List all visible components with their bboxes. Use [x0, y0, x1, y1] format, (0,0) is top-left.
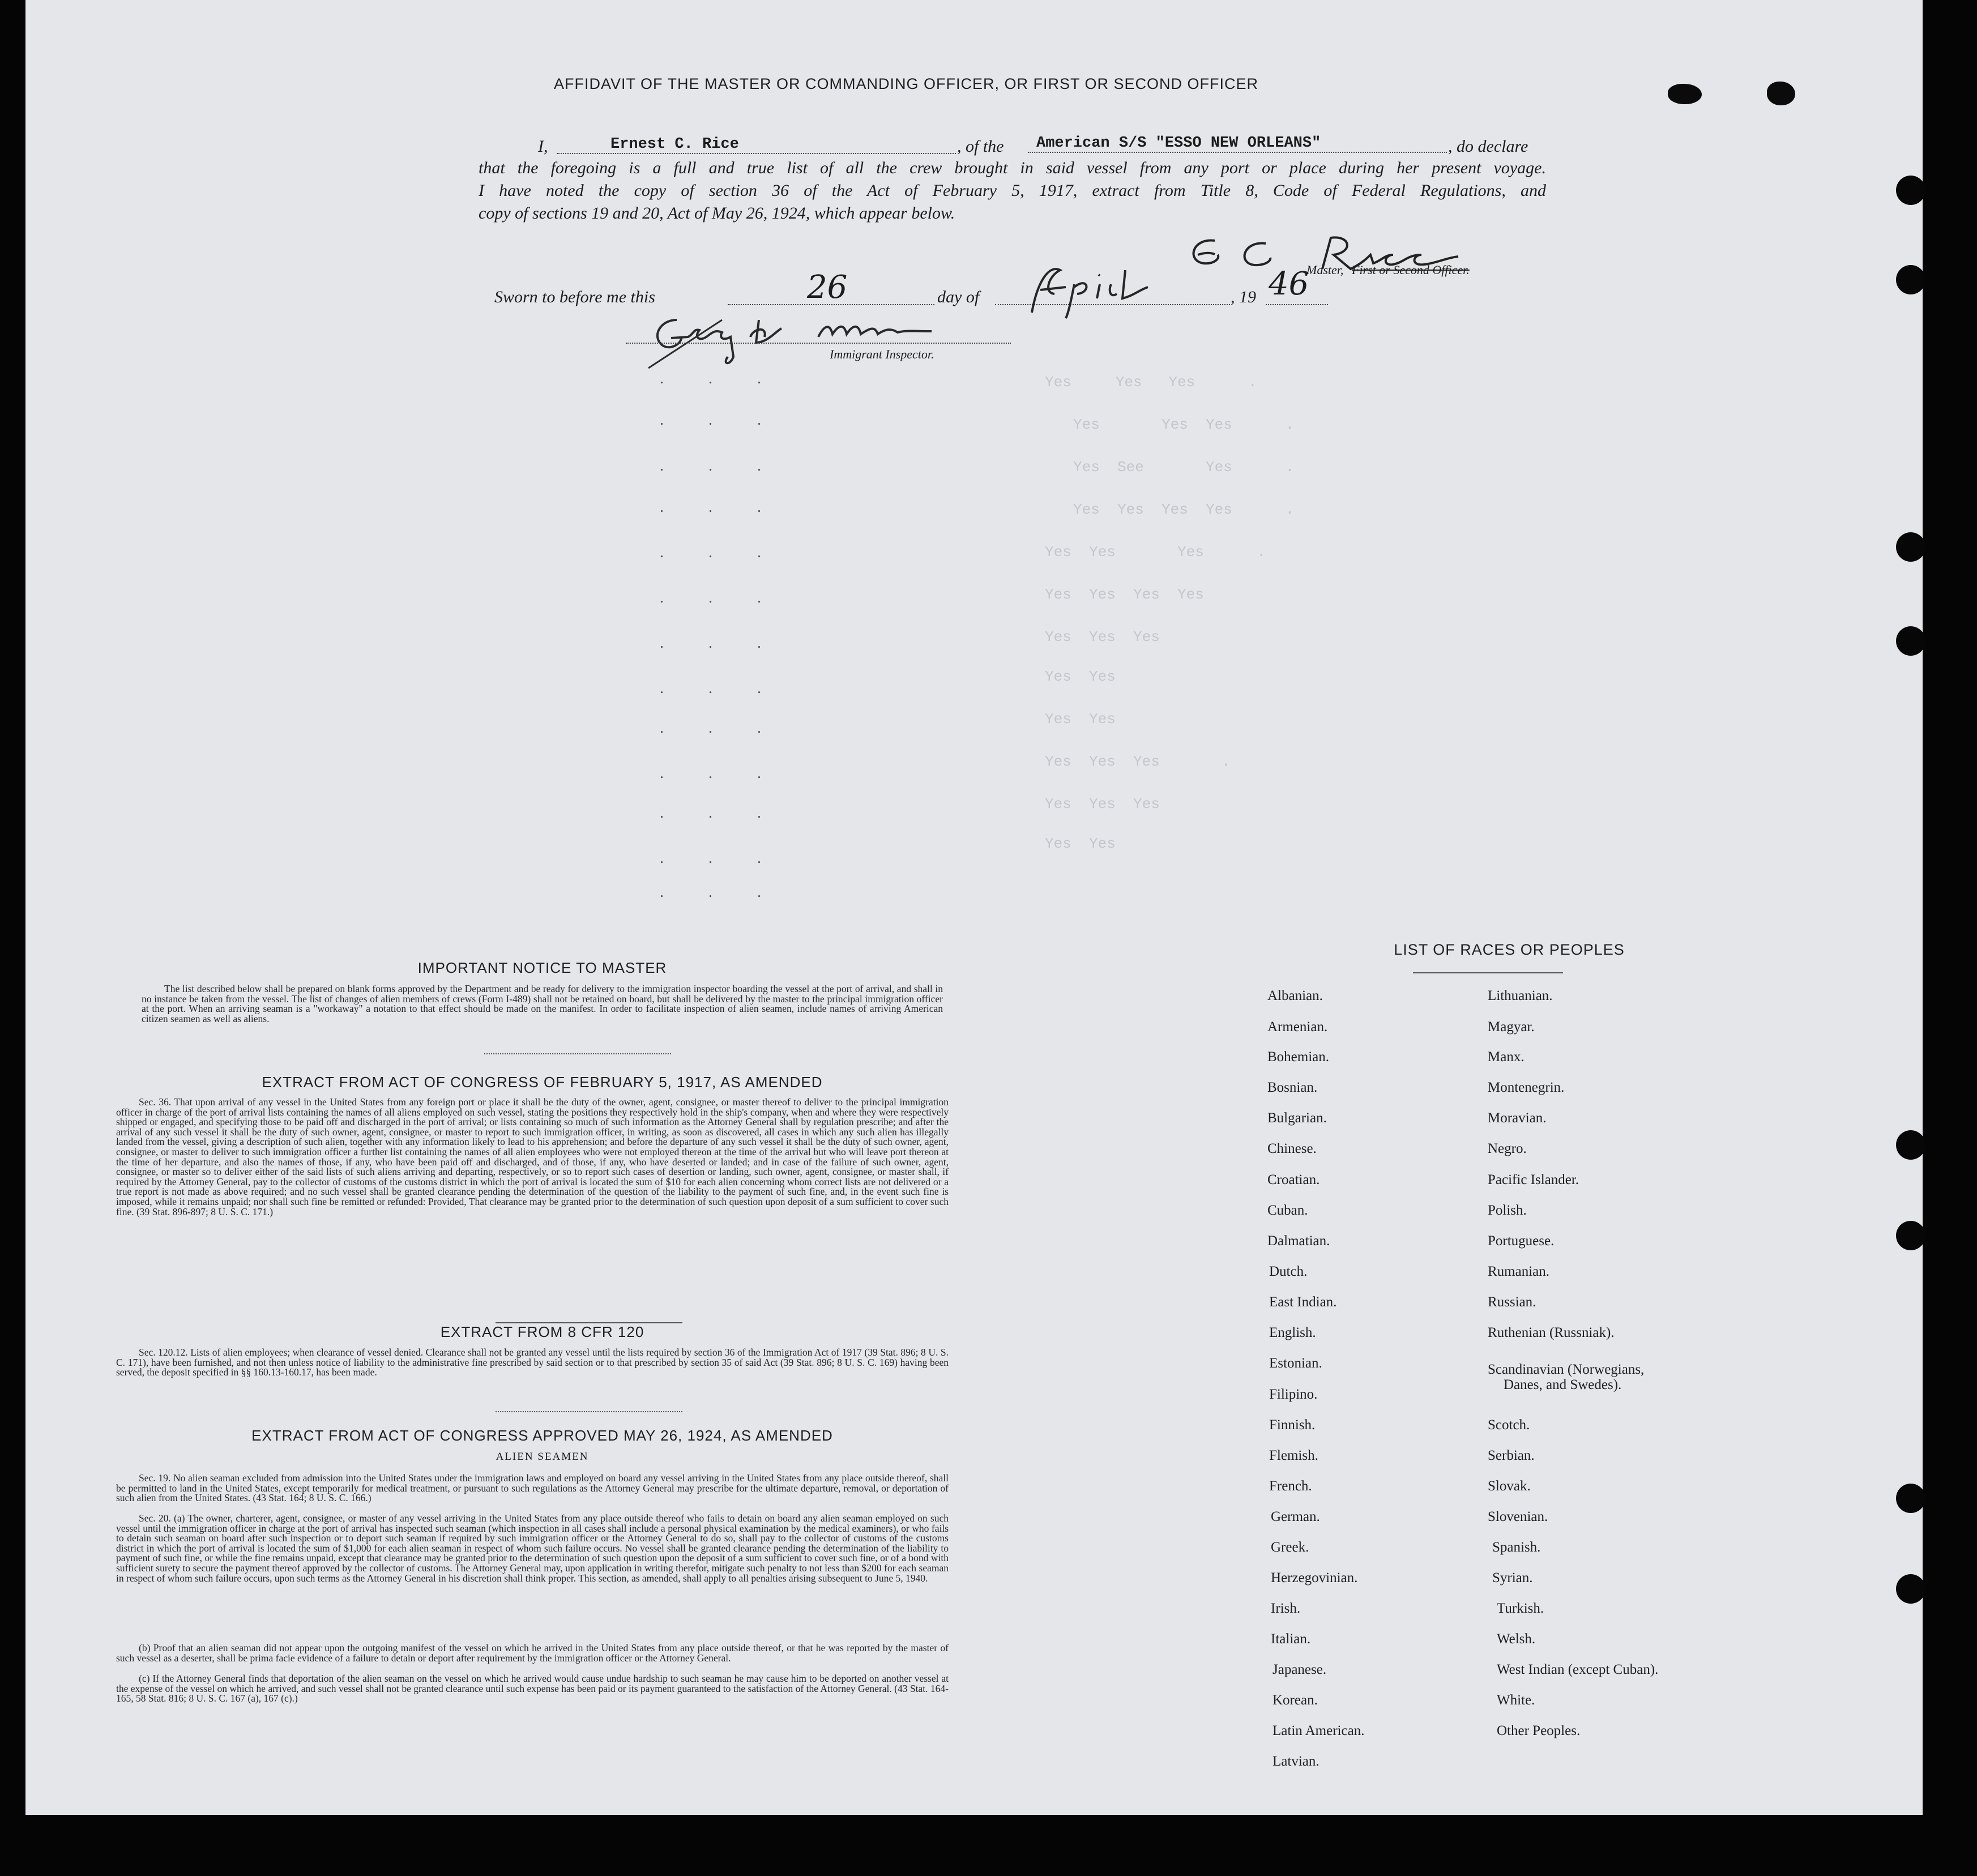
struck-officer-label: First or Second Officer. — [1352, 263, 1470, 277]
race-item: Irish. — [1271, 1601, 1301, 1616]
officer-name-field[interactable]: Ernest C. Rice — [557, 136, 956, 154]
extract-1924-title: EXTRACT FROM ACT OF CONGRESS APPROVED MAY 26, 1924, AS AMENDED — [251, 1427, 833, 1444]
race-item: Welsh. — [1497, 1631, 1536, 1647]
race-item: Flemish. — [1269, 1448, 1318, 1463]
punch-hole — [1896, 1221, 1925, 1250]
race-item: Armenian. — [1267, 1019, 1328, 1035]
race-item: Bohemian. — [1267, 1049, 1330, 1065]
declare-prefix: I, — [538, 137, 548, 156]
vessel-name-field[interactable]: American S/S "ESSO NEW ORLEANS" — [1028, 135, 1447, 153]
race-item: Dalmatian. — [1267, 1233, 1330, 1249]
race-item: Latin American. — [1273, 1723, 1365, 1738]
extract-1917-title: EXTRACT FROM ACT OF CONGRESS OF FEBRUARY 5, 1917, AS AMENDED — [262, 1074, 823, 1091]
race-item: Montenegrin. — [1488, 1080, 1565, 1095]
race-item: French. — [1269, 1478, 1312, 1494]
race-item: Rumanian. — [1488, 1264, 1550, 1279]
race-item: Italian. — [1271, 1631, 1311, 1647]
race-item: Scotch. — [1488, 1417, 1530, 1433]
race-item: Serbian. — [1488, 1448, 1535, 1463]
sworn-year-value: 46 — [1269, 266, 1309, 302]
day-of-label: day of — [937, 288, 980, 306]
race-item: Russian. — [1488, 1294, 1536, 1310]
cfr-title: EXTRACT FROM 8 CFR 120 — [440, 1323, 644, 1340]
race-item: Bulgarian. — [1267, 1110, 1327, 1126]
sworn-day-field[interactable] — [728, 269, 934, 305]
affidavit-line-2: I have noted the copy of section 36 of the Act of February 5, 1917, extract from Title 8, Code of Federal Regulations, and — [479, 181, 1546, 200]
extract-1917-text: Sec. 36. That upon arrival of any vessel in the United States from any foreign port or place it shall be the duty of the owner, agent, consignee, or master thereof to deliver to the principal immigration officer in charge of the port of arrival lists containing the names of all aliens employed on such vessel, stating the positions they respectively hold in the ship's company, when and where they were respectively shipped or engaged, and specifying those to be paid off and discharged in the port of arrival; or lists containing so much of such information as the Attorney General shall by regulation prescribe; and after the arrival of any such vessel it shall be the duty of such owner, agent, consignee, or master to report to such immigration officer, in writing, as soon as discovered, all cases in which any such alien has illegally landed from the vessel, giving a description of such alien, together with any information likely to lead to his apprehension; and before the departure of any such vessel it shall be the duty of such owner, agent, consignee, or master to deliver to such immigration officer a further list containing the names of all alien employees who were not employed thereon at the time of the arrival but who will leave port thereon at the time of her departure, and also the names of those, if any, who have been paid off and discharged, and of those, if any, who have deserted or landed; and in case of the failure of such owner, agent, consignee, or master so to deliver either of the said lists of such aliens arriving and departing, respectively, or so to report such cases of desertion or landing, such owner, agent, consignee, or master shall, if required by the Attorney General, pay to the collector of customs of the customs district in which the port of arrival is located the sum of $10 for each alien concerning whom correct lists are not delivered or a true report is not made as above required; and no such vessel shall be granted clearance pending the determination of the question of the liability to the payment of such fine, and, in the event such fine is imposed, while it remains unpaid; nor shall such fine be remitted or refunded: Provided, That clearance may be granted prior to the determination of such question upon deposit of a sum sufficient to cover such fine. (39 Stat. 896-897; 8 U. S. C. 171.) — [116, 1096, 949, 1217]
punch-hole — [1896, 1130, 1925, 1160]
race-item: Croatian. — [1267, 1172, 1320, 1187]
sec-20a-text: Sec. 20. (a) The owner, charterer, agent, consignee, or master of any vessel arriving in the United States from any place outside thereof who fails to detain on board any alien seaman employed on such vessel until the immigration officer in charge at the port of arrival has inspected such seaman (which inspection in all cases shall include a personal physical examination by the medical examiners), or who fails to detain such seaman on board after such inspection or to deport such seaman if required by such immigration officer or the Attorney General to do so, shall pay to the collector of customs of the customs district in which the port of arrival is located the sum of $1,000 for each alien seaman in respect of whom such failure occurs. No vessel shall be granted clearance pending the determination of the liability to payment of such fine, or while the fine remains unpaid, except that clearance may be granted prior to the determination of such question upon the deposit of a sum sufficient to cover such fine, or of a bond with sufficient surety to secure the payment thereof approved by the collector of customs. The Attorney General may, upon application in writing therefor, mitigate such penalty to not less than $200 for each seaman in respect of whom such failure occurs, upon such terms as the Attorney General in his discretion shall think proper. This section, as amended, shall apply to all penalties arising subsequent to June 5, 1940. — [116, 1512, 949, 1584]
race-item: Latvian. — [1273, 1754, 1320, 1769]
race-item: Japanese. — [1273, 1662, 1327, 1677]
race-item: Korean. — [1273, 1693, 1318, 1708]
race-item: West Indian (except Cuban). — [1497, 1662, 1659, 1677]
affidavit-line-1: that the foregoing is a full and true list of all the crew brought in said vessel from any port or place during her present voyage. — [479, 159, 1546, 177]
race-item: Chinese. — [1267, 1141, 1317, 1156]
race-item: Greek. — [1271, 1540, 1309, 1555]
race-item: German. — [1271, 1509, 1320, 1524]
year-prefix: , 19 — [1231, 288, 1256, 306]
punch-hole — [1896, 626, 1925, 656]
race-item: Moravian. — [1488, 1110, 1547, 1126]
sworn-year-field[interactable] — [1266, 266, 1328, 305]
punch-hole — [1896, 1574, 1925, 1604]
race-item: Spanish. — [1492, 1540, 1541, 1555]
sworn-prefix: Sworn to before me this — [494, 288, 655, 306]
race-item: Lithuanian. — [1488, 988, 1553, 1003]
race-item: Danes, and Swedes). — [1504, 1377, 1622, 1392]
race-item: East Indian. — [1269, 1294, 1337, 1310]
punch-hole — [1896, 176, 1925, 205]
race-item: Slovenian. — [1488, 1509, 1548, 1524]
race-item: Cuban. — [1267, 1203, 1308, 1218]
race-item: Magyar. — [1488, 1019, 1535, 1035]
sec-20c-text: (c) If the Attorney General finds that deportation of the alien seaman on the vessel on which he arrived would cause undue hardship to such seaman he may cause him to be deported on another vessel at the expense of the vessel on which he arrived, and such vessel shall not be granted clearance until such expense has been paid or its payment guaranteed to the satisfaction of the Attorney General. (43 Stat. 164-165, 58 Stat. 816; 8 U. S. C. 167 (a), 167 (c).) — [116, 1673, 949, 1704]
race-item: Estonian. — [1269, 1356, 1322, 1371]
notice-text: The list described below shall be prepared on blank forms approved by the Department and be ready for delivery to the immigration inspector boarding the vessel at the port of arrival, and shall in no instance be taken from the vessel. The list of changes of alien members of crews (Form I-489) shall not be retained on board, but shall be delivered by the master to the principal immigration officer at the port. When an arriving seaman is a "workaway" a notation to that effect should be made on the manifest. In order to facilitate inspection of alien seamen, include names of arriving American citizen seamen as well as aliens. — [142, 983, 943, 1024]
race-item: Filipino. — [1269, 1387, 1318, 1402]
race-item: English. — [1269, 1325, 1316, 1340]
race-item: Turkish. — [1497, 1601, 1544, 1616]
sworn-day-value: 26 — [807, 269, 848, 306]
of-the-label: , of the — [957, 137, 1004, 156]
declare-suffix: , do declare — [1448, 137, 1528, 156]
punch-hole — [1896, 1484, 1925, 1513]
sworn-month-field[interactable] — [995, 269, 1230, 305]
race-item: Herzegovinian. — [1271, 1570, 1358, 1586]
alien-seamen-subtitle: ALIEN SEAMEN — [496, 1451, 589, 1463]
punch-hole — [1896, 532, 1925, 562]
race-item: Pacific Islander. — [1488, 1172, 1579, 1187]
race-item: Slovak. — [1488, 1478, 1531, 1494]
race-item: Portuguese. — [1488, 1233, 1555, 1249]
race-item: Syrian. — [1492, 1570, 1533, 1586]
race-item: Bosnian. — [1267, 1080, 1318, 1095]
races-title: LIST OF RACES OR PEOPLES — [1394, 941, 1625, 958]
master-label: Master, — [1306, 263, 1344, 277]
notice-title: IMPORTANT NOTICE TO MASTER — [417, 959, 667, 976]
race-item: Manx. — [1488, 1049, 1525, 1065]
inspector-label: Immigrant Inspector. — [830, 347, 934, 361]
race-item: Ruthenian (Russniak). — [1488, 1325, 1615, 1340]
manifest-page: AFFIDAVIT OF THE MASTER OR COMMANDING OFFICER, OR FIRST OR SECOND OFFICER I, Ernest C. Rice , of the American S/S "ESSO NEW ORLEANS" , do declare that the foregoing is a full and true list of all the crew brought in said vessel from any port or place during her present voyage. I have noted the copy of section 36 of the Act of February 5, 1917, extract from Title 8, Code of Federal Regulations, and copy of sections 19 and 20, Act of May 26, 1924, which appear below. Master, First or Second Officer. Sworn to before me this 26 day of , 19 46 Immigrant Inspector. . . . . . . . . . . . . . . . . . . . . . . . . . . . . . . . . . . . . . . . Yes Yes Yes . Yes Yes Yes . Yes See Yes . Yes Yes Yes Yes . Yes Yes Yes . Yes Yes Yes Yes Yes Yes Yes Yes Yes Yes Yes Yes Yes Yes . Yes Yes Yes Yes Yes IMPORTANT NOTICE TO MASTER The list described below shall be prepared on blank forms approved by the Department and be ready for delivery to the immigration inspector boarding the vessel at the port of arrival, and shall in no instance be taken from the vessel. The list of changes of alien members of crews (Form I-489) shall not be retained on board, but shall be delivered by the master to the principal immigration officer at the port. When an arriving seaman is a "workaway" a notation to that effect should be made on the manifest. In order to facilitate inspection of alien seamen, include names of arriving American citizen seamen as well as aliens. EXTRACT FROM ACT OF CONGRESS OF FEBRUARY 5, 1917, AS AMENDED Sec. 36. That upon arrival of any vessel in the United States from any foreign port or place it shall be the duty of the owner, agent, consignee, or master thereof to deliver to the principal immigration officer in charge of the port of arrival lists containing the names of all aliens employed on such vessel, stating the positions they respectively hold in the ship's company, when and where they were respectively shipped or engaged, and specifying those to be paid off and discharged in the port of arrival; or lists containing so much of such information as the Attorney General shall by regulation prescribe; and after the arrival of any such vessel it shall be the duty of such owner, agent, consignee, or master to report to such immigration officer, in writing, as soon as discovered, all cases in which any such alien has illegally landed from the vessel, giving a description of such alien, together with any information likely to lead to his apprehension; and before the departure of any such vessel it shall be the duty of such owner, agent, consignee, or master to deliver to such immigration officer a further list containing the names of all alien employees who were not employed thereon at the time of the arrival but who will leave port thereon at the time of her departure, and also the names of those, if any, who have been paid off and discharged, and of those, if any, who have deserted or landed; and in case of the failure of such owner, agent, consignee, or master so to deliver either of the said lists of such aliens arriving and departing, respectively, or so to report such cases of desertion or landing, such owner, agent, consignee, or master shall, if required by the Attorney General, pay to the collector of customs of the customs district in which the port of arrival is located the sum of $10 for each alien concerning whom correct lists are not delivered or a true report is not made as above required; and no such vessel shall be granted clearance pending the determination of the question of the liability to the payment of such fine, and, in the event such fine is imposed, while it remains unpaid; nor shall such fine be remitted or refunded: Provided, That clearance may be granted prior to the determination of such question upon deposit of a sum sufficient to cover such fine. (39 Stat. 896-897; 8 U. S. C. 171.) EXTRACT FROM 8 CFR 120 Sec. 120.12. Lists of alien employees; when clearance of vessel denied. Clearance shall not be granted any vessel until the lists required by section 36 of the Immigration Act of 1917 (39 Stat. 896; 8 U. S. C. 171), have been furnished, and not then unless notice of liability to the administrative fine prescribed by said section or to that prescribed by section 35 of said Act (39 Stat. 896; 8 U. S. C. 169) having been served, the deposit specified in §§ 160.13-160.17, has been made. EXTRACT FROM ACT OF CONGRESS APPROVED MAY 26, 1924, AS AMENDED ALIEN SEAMEN Sec. 19. No alien seaman excluded from admission into the United States under the immigration laws and employed on board any vessel arriving in the United States from any place outside thereof, shall be permitted to land in the United States, except temporarily for medical treatment, or pursuant to such regulations as the Attorney General may prescribe for the ultimate departure, removal, or deportation of such alien from the United States. (43 Stat. 164; 8 U. S. C. 166.) Sec. 20. (a) The owner, charterer, agent, consignee, or master of any vessel arriving in the United States from any place outside thereof who fails to detain on board any alien seaman employed on such vessel until the immigration officer in charge at the port of arrival has inspected such seaman (which inspection in all cases shall include a personal physical examination by the medical examiners), or who fails to detain such seaman on board after such inspection or to deport such seaman if required by such immigration officer or the Attorney General to do so, shall pay to the collector of customs of the customs district in which the port of arrival is located the sum of $1,000 for each alien seaman in respect of whom such failure occurs. No vessel shall be granted clearance pending the determination of the liability to payment of such fine, or while the fine remains unpaid, except that clearance may be granted prior to the determination of such question upon the deposit of a sum sufficient to cover such fine, or of a bond with sufficient surety to secure the payment thereof approved by the collector of customs. The Attorney General may, upon application in writing therefor, mitigate such penalty to not less than $200 for each seaman in respect of whom such failure occurs, upon such terms as the Attorney General in his discretion shall think proper. This section, as amended, shall apply to all penalties arising subsequent to June 5, 1940. (b) Proof that an alien seaman did not appear upon the outgoing manifest of the vessel on which he arrived in the United States from any place outside thereof, or that he was reported by the master of such vessel as a deserter, shall be prima facie evidence of a failure to detain or deport after requirement by the immigration officer or the Attorney General. (c) If the Attorney General finds that deportation of the alien seaman on the vessel on which he arrived would cause undue hardship to such seaman he may cause him to be deported on another vessel at the expense of the vessel on which he arrived, and such vessel shall not be granted clearance until such expense has been paid or its payment guaranteed to the satisfaction of the Attorney General. (43 Stat. 164-165, 58 Stat. 816; 8 U. S. C. 167 (a), 167 (c).) LIST OF RACES OR PEOPLES Albanian. Armenian. Bohemian. Bosnian. Bulgarian. Chinese. Croatian. Cuban. Dalmatian. Dutch. East Indian. English. Estonian. Filipino. Finnish. Flemish. French. German. Greek. Herzegovinian. Irish. Italian. Japanese. Korean. Latin American. Latvian. Lithuanian. Magyar. Manx. Montenegrin. Moravian. Negro. Pacific Islander. Polish. Portuguese. Rumanian. Russian. Ruthenian (Russniak). Scandinavian (Norwegians, Danes, and Swedes). Scotch. Serbian. Slovak. Slovenian. Spanish. Syrian. Turkish. Welsh. West Indian (except Cuban). White. Other Peoples. — [25, 0, 1923, 1815]
affidavit-title: AFFIDAVIT OF THE MASTER OR COMMANDING OFFICER, OR FIRST OR SECOND OFFICER — [553, 75, 1259, 92]
race-item: Scandinavian (Norwegians, — [1488, 1362, 1645, 1377]
affidavit-line-3: copy of sections 19 and 20, Act of May 26, 1924, which appear below. — [479, 204, 955, 223]
race-item: Other Peoples. — [1497, 1723, 1581, 1738]
sworn-month-handwriting — [1026, 259, 1156, 322]
sec-20b-text: (b) Proof that an alien seaman did not appear upon the outgoing manifest of the vessel on which he arrived in the United States from any place outside thereof, or that he was reported by the master of such vessel as a deserter, shall be prima facie evidence of a failure to detain or deport after requirement by the immigration officer or the Attorney General. — [116, 1642, 949, 1664]
punch-hole — [1896, 265, 1925, 294]
race-item: Polish. — [1488, 1203, 1527, 1218]
race-item: Negro. — [1488, 1141, 1527, 1156]
race-item: Finnish. — [1269, 1417, 1316, 1433]
race-item: White. — [1497, 1693, 1535, 1708]
cfr-text: Sec. 120.12. Lists of alien employees; when clearance of vessel denied. Clearance shall not be granted any vessel until the lists required by section 36 of the Immigration Act of 1917 (39 Stat. 896; 8 U. S. C. 171), have been furnished, and not then unless notice of liability to the administrative fine prescribed by said section or to that prescribed by section 35 of said Act (39 Stat. 896; 8 U. S. C. 169) having been served, the deposit specified in §§ 160.13-160.17, has been made. — [116, 1347, 949, 1378]
sec-19-text: Sec. 19. No alien seaman excluded from admission into the United States under the immigration laws and employed on board any vessel arriving in the United States from any place outside thereof, shall be permitted to land in the United States, except temporarily for medical treatment, or pursuant to such regulations as the Attorney General may prescribe for the ultimate departure, removal, or deportation of such alien from the United States. (43 Stat. 164; 8 U. S. C. 166.) — [116, 1472, 949, 1504]
race-item: Albanian. — [1267, 988, 1323, 1003]
race-item: Dutch. — [1269, 1264, 1308, 1279]
